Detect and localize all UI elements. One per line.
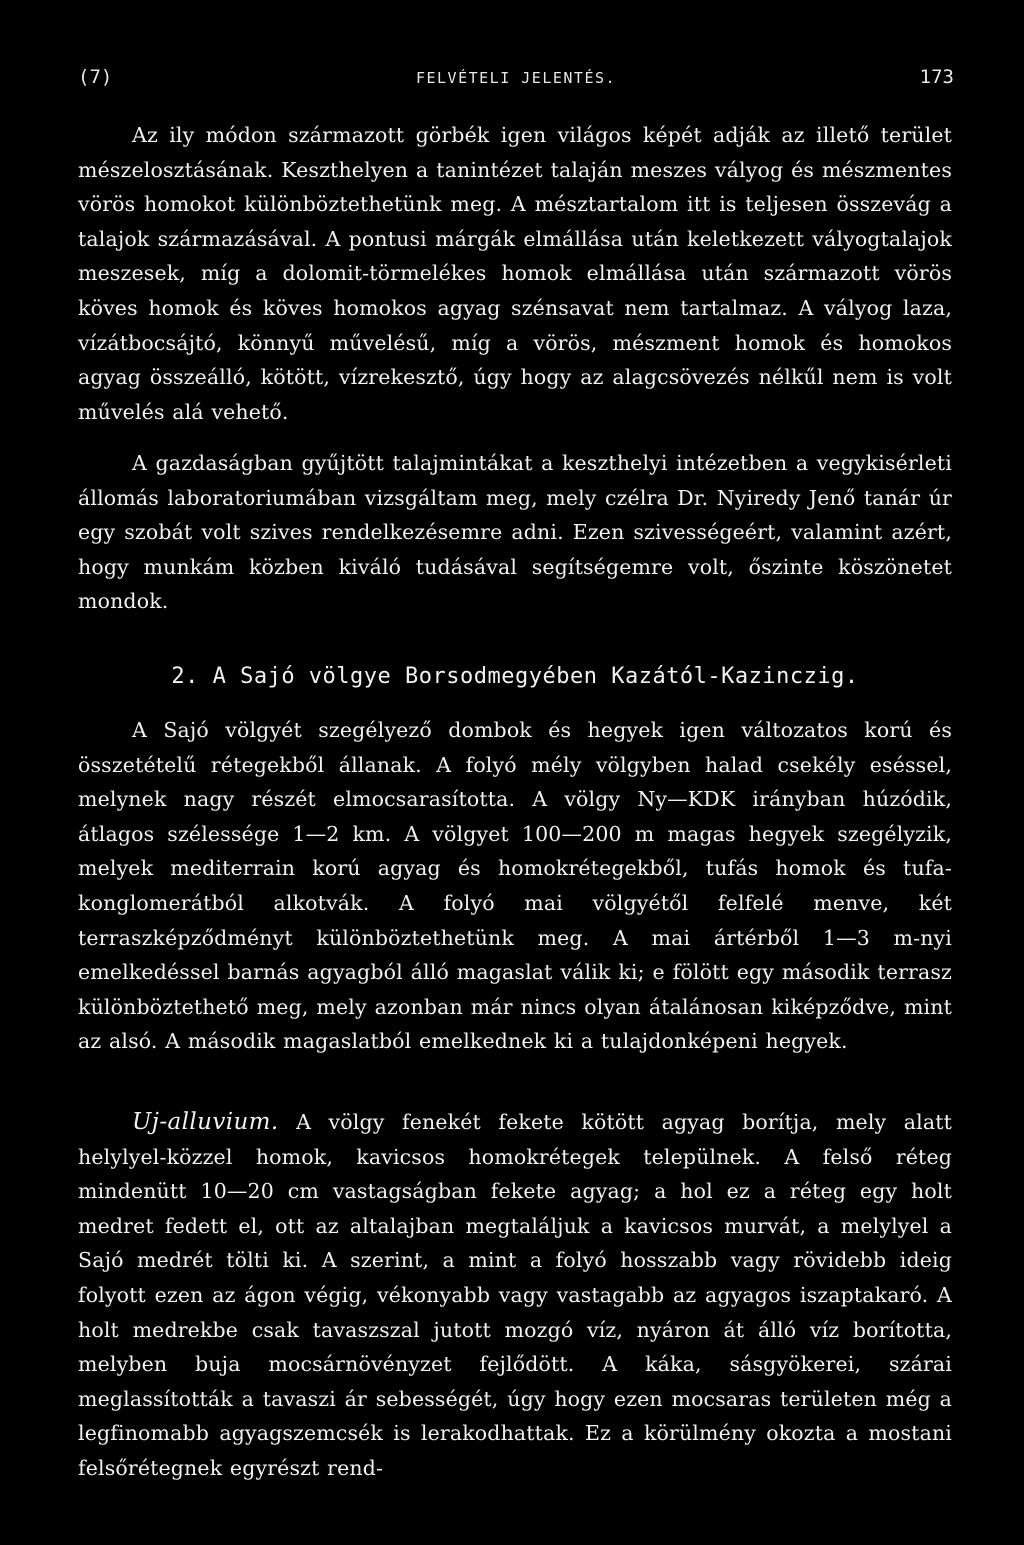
paragraph-lead-term: Uj-alluvium.	[132, 1109, 279, 1135]
paragraph-text: Az ily módon származott görbék igen világos képét adják az illető terület mészelosztásának. Keszthelyen a tanintézet talaján meszes vályog és mészmentes vörös homokot különböztethetünk meg. A mésztartalom itt is teljesen összevág a talajok származásával. A pontusi márgák elmállása után keletkezett vályogtalajok meszesek, míg a dolomit-törmelékes homok elmállása után származott vörös köves homok és köves homokos agyag szénsavat nem tartalmaz. A vályog laza, vízátbocsájtó, könnyű művelésű, míg a vörös, mészment homok és homokos agyag összeálló, kötött, vízrekesztő, úgy hogy az alagcsövezés nélkűl nem is volt művelés alá vehető.	[78, 123, 952, 424]
paragraph-body: A völgy fenekét fekete kötött agyag borítja, mely alatt helylyel-közzel homok, kavicsos homokrétegek települnek. A felső réteg mindenütt 10—20 cm vastagságban fekete agyag; a hol ez a réteg egy holt medret fedett el, ott az altalajban megtaláljuk a kavicsos murvát, a melylyel a Sajó medrét tölti ki. A szerint, a mint a folyó hosszabb vagy rövidebb ideig folyott ezen az ágon végig, vékonyabb vagy vastagabb az agyagos iszaptakaró. A holt medrekbe csak tavaszszal jutott mozgó víz, nyáron át álló víz borította, melyben buja mocsárnövényzet fejlődött. A káka, sásgyökerei, szárai meglassították a tavaszi ár sebességét, úgy hogy ezen mocsaras területen még a legfinomabb agyagszemcsék is lerakodhattak. Ez a körülmény okozta a mostani felsőrétegnek egyrészt rend-	[78, 1110, 952, 1480]
running-head	[78, 66, 954, 96]
chapter-number: (7)	[78, 66, 113, 88]
paragraph-text: A Sajó völgyét szegélyező dombok és hegyek igen változatos korú és összetételű rétegekből állanak. A folyó mély völgyben halad csekély eséssel, melynek nagy részét elmocsarasította. A völgy Ny—KDK irányban húzódik, átlagos szélessége 1—2 km. A völgyet 100—200 m magas hegyek szegélyzik, melyek mediterrain korú agyag és homokrétegekből, tufás homok és tufa-konglomerátból alkotvák. A folyó mai völgyétől felfelé menve, két terraszképződményt különböztethetünk meg. A mai ártérből 1—3 m-nyi emelkedéssel barnás agyagból álló magaslat válik ki; e fölött egy második terrasz különböztethető meg, mely azonban már nincs olyan átalánosan kiképződve, mint az alsó. A második magaslatból emelkednek ki a tulajdonképeni hegyek.	[78, 718, 952, 1054]
paragraph-uj-alluvium	[78, 1105, 952, 1486]
running-title: FELVÉTELI JELENTÉS.	[415, 69, 617, 87]
paragraph-text	[78, 1105, 952, 1486]
paragraph-calcium-distribution	[78, 118, 952, 429]
paragraph-sajo-valley	[78, 713, 952, 1059]
section-heading: 2. A Sajó völgye Borsodmegyében Kazától-Kazinczig.	[171, 664, 859, 689]
paragraph-text: A gazdaságban gyűjtött talajmintákat a keszthelyi intézetben a vegykisérleti állomás laboratoriumában vizsgáltam meg, mely czélra Dr. Nyiredy Jenő tanár úr egy szobát volt szives rendelkezésemre adni. Ezen szivességeért, valamint azért, hogy munkám közben kiváló tudásával segítségemre volt, őszinte köszönetet mondok.	[78, 451, 952, 614]
page-number: 173	[919, 66, 954, 88]
paragraph-acknowledgement	[78, 446, 952, 619]
